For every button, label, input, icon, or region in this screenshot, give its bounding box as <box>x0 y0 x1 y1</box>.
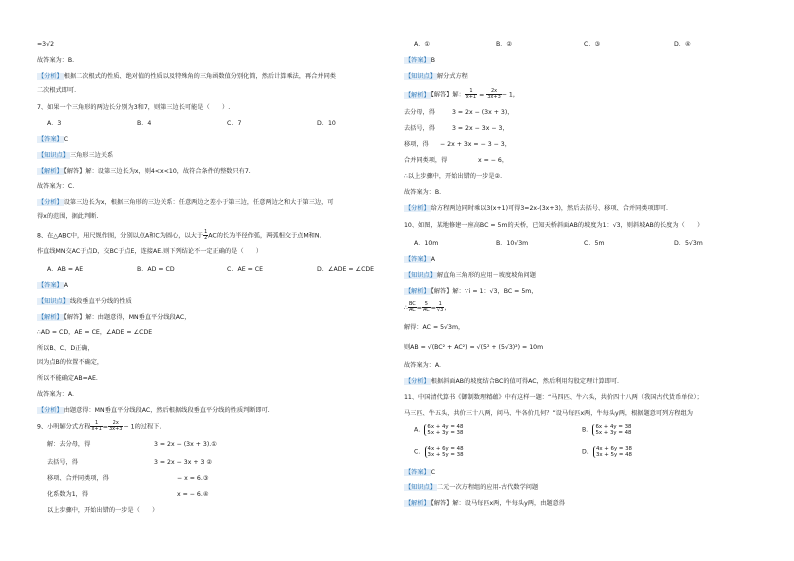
fraction-num: 5 <box>422 302 431 308</box>
text-line: 解得：AC = 5√3m， <box>404 324 465 331</box>
solution-text: 【解答】解：设第三边长为x，则4<x<10，故符合条件的整数只有7. <box>63 168 251 175</box>
step-eq: 3 = 2x − 3x − 3， <box>452 125 509 132</box>
analysis-line <box>404 205 668 213</box>
fraction-den: 2 <box>204 235 208 241</box>
text-line: 所以B、C、D正确， <box>37 345 94 352</box>
equation-system <box>592 424 631 436</box>
fraction <box>486 89 502 100</box>
equation: 6x + 4y = 38 <box>595 424 632 430</box>
text-line: ∴以上步骤中，开始出错的一步是②. <box>404 173 503 180</box>
text-line: 二次根式即可. <box>37 87 77 94</box>
text-line: 故答案为：C. <box>37 183 75 190</box>
knowledge-text: 二元一次方程组的应用-古代数学问题 <box>436 484 539 491</box>
equals-sign: = <box>430 304 436 312</box>
analysis-text: 由题意得：MN垂直平分线段AC，然后根据线段垂直平分线的性质判断即可. <box>63 407 270 414</box>
option-label: D． <box>582 448 593 456</box>
question-9-prompt: 以上步骤中，开始出错的一步是（ ） <box>47 507 159 514</box>
analysis-text: 根据斜面AB的坡度结合BC的值可得AC，然后利用勾股定理计算即可. <box>430 378 619 385</box>
step-eq: 3 = 2x − (3x + 3)， <box>452 109 514 116</box>
equation: 4x + 6y = 48 <box>427 446 464 452</box>
knowledge-text: 解分式方程 <box>436 73 468 80</box>
text-line: 因为点B的位置不确定， <box>37 359 104 366</box>
solution-tag: 【解析】 <box>38 314 63 321</box>
fraction <box>422 302 431 313</box>
fraction-num: 2x <box>486 89 502 95</box>
fraction-den: x+1 <box>91 426 102 432</box>
option-b: B．② <box>496 41 512 48</box>
fraction <box>108 421 124 432</box>
ratio-line <box>404 302 451 313</box>
fraction-den: 3x+3 <box>108 426 123 432</box>
option-a: A．① <box>414 41 430 48</box>
step-2-eq: 3 = 2x − 3x + 3 ② <box>154 459 212 466</box>
option-a <box>414 424 463 436</box>
option-b <box>582 424 631 436</box>
solution-line: 【解析】【解答】解： $\frac{1}{x+1}$ = $\frac{2x}{3x+3}$ − 1， <box>405 88 520 100</box>
option-d <box>582 446 632 458</box>
step-label: 去分母，得 <box>404 109 435 116</box>
solution-tag: 【解析】 <box>38 168 63 175</box>
option-a: A．3 <box>47 120 62 127</box>
option-c: C．AE = CE <box>227 266 263 273</box>
answer-value: C <box>430 469 436 476</box>
option-label: C． <box>414 448 425 456</box>
option-label: A． <box>414 426 425 434</box>
answer-value: B <box>430 57 435 64</box>
fraction-num: 1 <box>204 229 208 235</box>
question-11: 11、中国清代算书《御制数理精蕴》中有这样一题：“马四匹、牛六头，共价四十八两（我国古代货币单位）； <box>404 394 703 401</box>
fraction <box>465 89 477 100</box>
answer-line <box>37 282 68 290</box>
knowledge-text: 解直角三角形的应用－坡度坡角问题 <box>436 272 536 279</box>
question-11-cont: 马三匹、牛五头，共价三十八两，问马、牛各价几何？”设马每匹x两，牛每头y两，根据题意可列方程组为 <box>404 410 693 417</box>
option-d: D．10 <box>317 120 336 127</box>
fraction-den: √3 <box>436 307 444 313</box>
solution-line <box>404 288 537 296</box>
fraction-num: 1 <box>465 89 477 95</box>
knowledge-tag: 【知识点】 <box>38 152 69 159</box>
step-label: 合并同类项，得 <box>404 157 448 164</box>
step-2-label: 去括号，得 <box>47 459 78 466</box>
step-1-label: 解：去分母，得 <box>47 441 91 448</box>
fraction-den: 3x+3 <box>487 94 501 100</box>
option-c: C．5m <box>584 240 605 247</box>
answer-line <box>404 469 435 477</box>
analysis-line <box>37 407 270 415</box>
answer-line <box>404 57 435 65</box>
knowledge-text: 线段垂直平分线的性质 <box>69 298 132 305</box>
solution-line <box>404 500 565 508</box>
equals-sign: = <box>102 423 108 431</box>
analysis-line <box>37 73 336 81</box>
knowledge-tag: 【知识点】 <box>38 298 69 305</box>
question-8 <box>37 230 321 241</box>
analysis-tag: 【分析】 <box>405 378 430 385</box>
question-text: 8、在△ABC中，用尺规作图，分别以点A和C为圆心，以大于 <box>37 232 204 240</box>
option-a: A．AB = AE <box>47 266 84 273</box>
question-7: 7、如果一个三角形的两边长分别为3和7，则第三边长可能是（ ）. <box>37 104 231 111</box>
fraction-num: BC <box>408 301 416 307</box>
step-eq: − 2x + 3x = − 3 − 3， <box>440 141 511 148</box>
option-d: D．∠ADE = ∠CDE <box>317 266 375 273</box>
fraction-num: 1 <box>90 421 102 427</box>
step-eq: x = − 6， <box>478 157 509 164</box>
analysis-line <box>37 199 333 207</box>
analysis-tag: 【分析】 <box>38 73 63 80</box>
analysis-text: 根据二次根式的性质、绝对值的性质以及特殊角的三角函数值分别化简，然后计算乘法，再合并同类 <box>63 73 336 80</box>
text-line: =3√2 <box>37 41 55 48</box>
fraction <box>90 421 102 432</box>
knowledge-line <box>37 152 113 160</box>
knowledge-line <box>37 298 132 306</box>
step-label: 去括号，得 <box>404 125 435 132</box>
solution-text: − 1， <box>501 91 520 99</box>
analysis-text: 给方程两边同时乘以3(x+1)可得3=2x-(3x+3)，然后去括号、移项、合并同类项即可. <box>430 205 669 212</box>
solution-tag: 【解析】 <box>405 91 430 99</box>
fraction-den: x+1 <box>465 94 477 100</box>
equation-system <box>593 446 632 458</box>
equation: 4x + 6y = 38 <box>595 446 632 452</box>
analysis-line <box>404 378 619 386</box>
knowledge-tag: 【知识点】 <box>405 484 436 491</box>
equation: 6x + 4y = 48 <box>427 424 464 430</box>
solution-line <box>37 314 190 322</box>
question-text: − 1的过程下. <box>123 423 162 431</box>
solution-tag: 【解析】 <box>405 288 430 295</box>
question-text: 9、小明解分式方程 <box>37 423 91 431</box>
equation: 3x + 5y = 48 <box>595 452 632 459</box>
step-4-eq: x = − 6.④ <box>177 491 209 498</box>
option-a: A．10m <box>414 240 439 247</box>
answer-tag: 【答案】 <box>405 256 430 263</box>
analysis-tag: 【分析】 <box>38 199 63 206</box>
answer-line <box>404 256 435 264</box>
analysis-tag: 【分析】 <box>38 407 63 414</box>
option-d: D．④ <box>674 41 691 48</box>
equation: 5x + 3y = 48 <box>595 430 632 437</box>
knowledge-line <box>404 73 468 81</box>
step-label: 移项，得 <box>404 141 429 148</box>
option-c: C．③ <box>584 41 601 48</box>
solution-text: 【解答】解：∵i = 1：√3，BC = 5m， <box>430 288 538 295</box>
equation-system <box>425 446 464 458</box>
answer-tag: 【答案】 <box>405 57 430 64</box>
answer-tag: 【答案】 <box>38 282 63 289</box>
option-d: D．5√3m <box>674 240 703 247</box>
question-10: 10、如图，某地修建一座高BC = 5m的天桥，已知天桥斜面AB的坡度为1：√3，则斜坡AB的长度为（ ） <box>404 222 704 229</box>
text-line: 故答案为：A. <box>404 362 442 369</box>
question-9 <box>37 421 161 432</box>
knowledge-line <box>404 272 536 280</box>
question-text: AC的长为半径作弧，两弧相交于点M和N. <box>208 232 322 240</box>
answer-value: C <box>63 136 69 143</box>
equation: 3x + 5y = 38 <box>427 452 464 459</box>
text-line: 故答案为：A. <box>37 391 75 398</box>
answer-value: A <box>430 256 435 263</box>
text-line: 故答案为：B. <box>37 57 75 64</box>
option-c: C．7 <box>227 120 242 127</box>
answer-value: A <box>63 282 68 289</box>
solution-text: 【解答】解： <box>430 91 465 99</box>
punct: ， <box>444 304 451 312</box>
fraction-num: 2x <box>108 421 124 427</box>
knowledge-line <box>404 484 538 492</box>
knowledge-tag: 【知识点】 <box>405 73 436 80</box>
option-label: B． <box>582 426 593 434</box>
step-4-label: 化系数为1，得 <box>47 491 89 498</box>
option-c <box>414 446 464 458</box>
analysis-text: 设第三边长为x，根据三角形的三边关系：任意两边之差小于第三边，任意两边之和大于第三边，可 <box>63 199 334 206</box>
fraction-den: AC <box>408 307 416 313</box>
option-b: B．AD = CD <box>137 266 175 273</box>
fraction <box>408 302 417 313</box>
knowledge-tag: 【知识点】 <box>405 272 436 279</box>
text-line: ∴AD = CD，AE = CE，∠ADE = ∠CDE <box>37 329 153 336</box>
answer-line <box>37 136 68 144</box>
answer-tag: 【答案】 <box>38 136 63 143</box>
solution-text: 【解答】解：由题意得，MN垂直平分线段AC， <box>63 314 191 321</box>
answer-tag: 【答案】 <box>405 469 430 476</box>
step-3-label: 移项、合并同类项，得 <box>47 475 109 482</box>
knowledge-text: 三角形三边关系 <box>69 152 114 159</box>
solution-line <box>37 168 251 176</box>
equals-sign: = <box>416 304 422 312</box>
analysis-tag: 【分析】 <box>405 205 430 212</box>
equation-system <box>424 424 463 436</box>
fraction-den: AC <box>422 307 430 313</box>
option-b: B．4 <box>137 120 152 127</box>
step-3-eq: − x = 6.③ <box>177 475 209 482</box>
question-8-cont: 作直线MN交AC于点D，交BC于点E，连接AE.则下列结论不一定正确的是（ ） <box>37 248 263 255</box>
therefore-sign: ∴ <box>404 304 408 312</box>
text-line: 则AB = √(BC² + AC²) = √(5² + (5√3)²) = 10m <box>404 344 544 351</box>
text-line: 故答案为：B. <box>404 189 442 196</box>
option-b: B．10√3m <box>496 240 529 247</box>
equation: 5x + 3y = 38 <box>427 430 464 437</box>
solution-tag: 【解析】 <box>405 500 430 507</box>
step-1-eq: 3 = 2x − (3x + 3).① <box>154 441 217 448</box>
text-line: 得x的范围，据此判断. <box>37 213 99 220</box>
fraction-num: 1 <box>436 302 444 308</box>
text-line: 所以不能确定AB=AE. <box>37 375 98 382</box>
solution-text: 【解答】解：设马每匹x两，牛每头y两，由题意得 <box>430 500 565 507</box>
